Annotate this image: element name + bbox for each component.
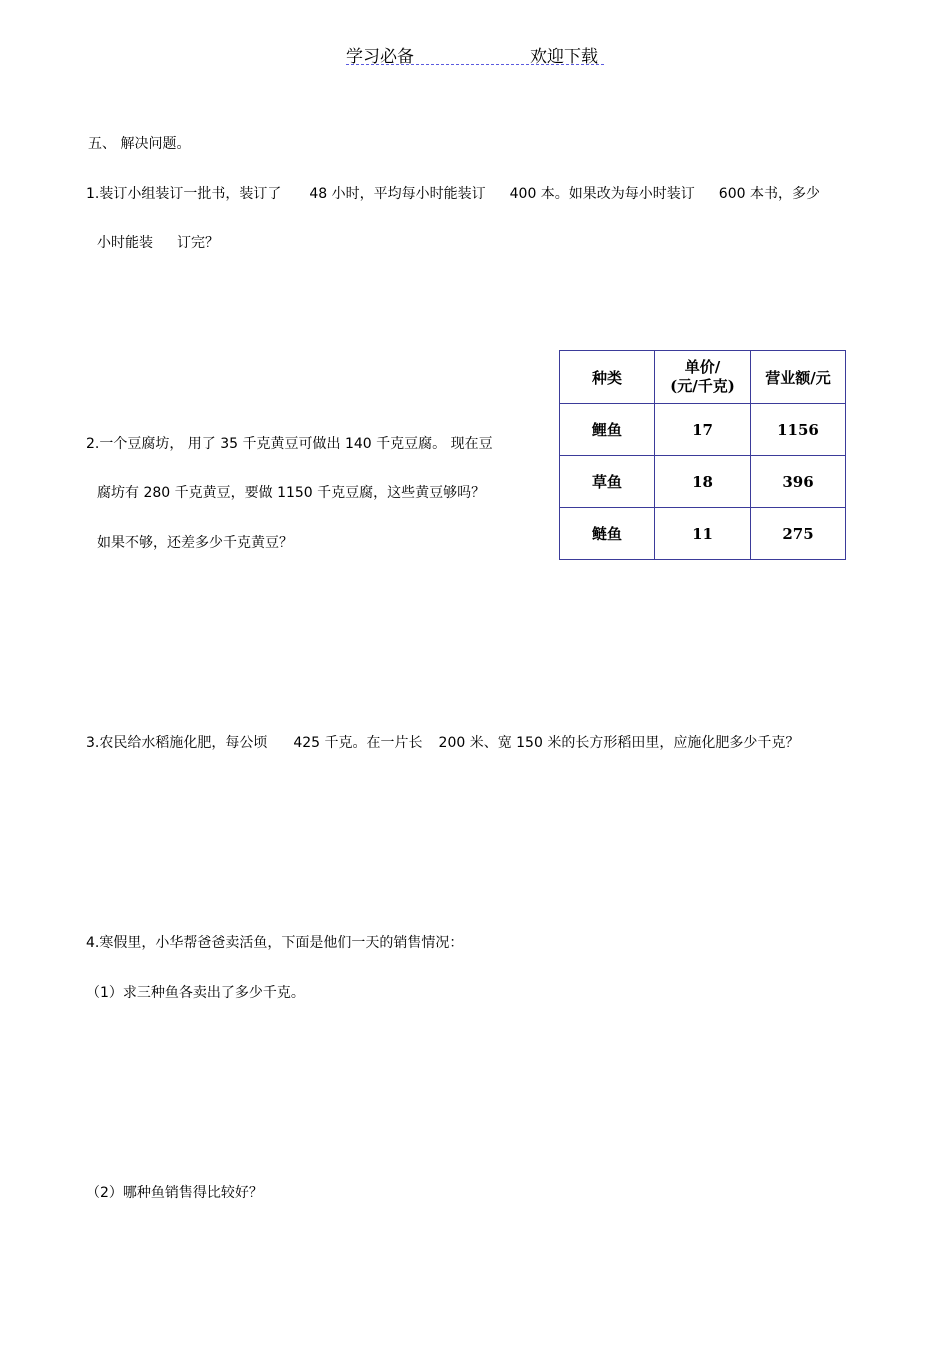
q1-text-b: 48 小时，平均每小时能装订	[309, 186, 486, 202]
header-cell-revenue: 营业额/元	[751, 351, 846, 404]
section-title: 五、 解决问题。	[88, 136, 191, 152]
header-price-line2: (元/千克)	[670, 377, 735, 395]
q3-text-a: 3.农民给水稻施化肥，每公顷	[86, 735, 268, 751]
fish-sales-table	[559, 350, 846, 560]
header-left: 学习必备	[346, 47, 414, 67]
q4-sub2: （2）哪种鱼销售得比较好？	[86, 1185, 263, 1201]
header-cell-price	[655, 351, 751, 404]
q1-text-d: 600 本书，多少	[718, 186, 820, 202]
cell-kind: 鲤鱼	[560, 404, 655, 456]
q1-line1	[86, 185, 820, 203]
q1-text-f: 订完？	[177, 235, 219, 251]
cell-revenue: 396	[751, 456, 846, 508]
cell-revenue: 275	[751, 508, 846, 560]
cell-price: 11	[655, 508, 751, 560]
cell-kind: 草鱼	[560, 456, 655, 508]
table-header-row	[560, 351, 846, 404]
q3-text-c: 200 米、宽 150 米的长方形稻田里，应施化肥多少千克？	[438, 735, 800, 751]
q3-text-b: 425 千克。在一片长	[293, 735, 423, 751]
q4-intro: 4.寒假里，小华帮爸爸卖活鱼，下面是他们一天的销售情况：	[86, 935, 464, 951]
q1-text-c: 400 本。如果改为每小时装订	[509, 186, 695, 202]
cell-price: 17	[655, 404, 751, 456]
cell-kind: 鲢鱼	[560, 508, 655, 560]
q4-sub1: （1）求三种鱼各卖出了多少千克。	[86, 985, 305, 1001]
q1-line2	[97, 234, 219, 252]
q1-text-e: 小时能装	[97, 235, 153, 251]
q3-line	[86, 734, 799, 752]
q1-text-a: 1.装订小组装订一批书，装订了	[86, 186, 282, 202]
header-underline	[346, 64, 604, 65]
q2-line2: 腐坊有 280 千克黄豆，要做 1150 千克豆腐，这些黄豆够吗？	[97, 485, 486, 501]
header-cell-kind: 种类	[560, 351, 655, 404]
header-right: 欢迎下载	[530, 47, 598, 67]
q2-line1: 2.一个豆腐坊， 用了 35 千克黄豆可做出 140 千克豆腐。 现在豆	[86, 436, 493, 452]
q2-line3: 如果不够，还差多少千克黄豆？	[97, 535, 293, 551]
table-row	[560, 404, 846, 456]
header-price-line1: 单价/	[684, 358, 721, 376]
table-row	[560, 456, 846, 508]
cell-price: 18	[655, 456, 751, 508]
cell-revenue: 1156	[751, 404, 846, 456]
table-row	[560, 508, 846, 560]
